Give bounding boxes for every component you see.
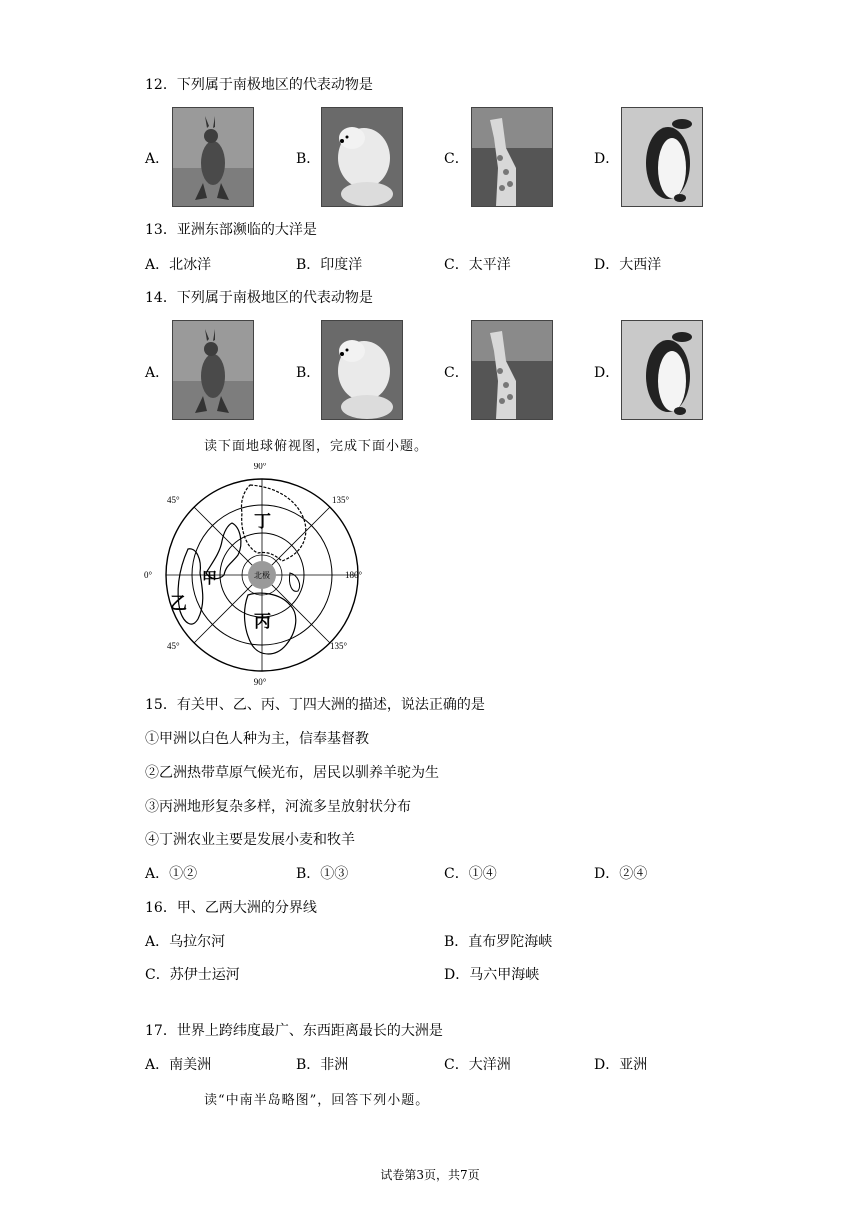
- penguin-image: [621, 320, 703, 420]
- q14-option-a-label: A．: [145, 365, 170, 381]
- q16-option-b[interactable]: B．直布罗陀海峡: [444, 934, 553, 950]
- q14-stem: 14．下列属于南极地区的代表动物是: [145, 290, 373, 306]
- q15-statement-3: ③丙洲地形复杂多样，河流多呈放射状分布: [145, 799, 411, 815]
- map-label-90-top: 90°: [253, 463, 267, 471]
- map-label-ding: 丁: [254, 512, 271, 531]
- polar-bear-image: [321, 107, 403, 207]
- polar-globe-map: [140, 463, 380, 685]
- q12-option-b-label: B．: [296, 151, 321, 167]
- q13-option-d[interactable]: D．大西洋: [594, 257, 662, 273]
- q16-option-a[interactable]: A．乌拉尔河: [145, 934, 226, 950]
- map-label-90-bottom: 90°: [253, 677, 267, 685]
- q15-statement-4: ④丁洲农业主要是发展小麦和牧羊: [145, 832, 355, 848]
- q13-option-b[interactable]: B．印度洋: [296, 257, 363, 273]
- q12-option-c-label: C．: [444, 151, 469, 167]
- q15-stem: 15．有关甲、乙、丙、丁四大洲的描述，说法正确的是: [145, 697, 485, 713]
- q14-option-b-label: B．: [296, 365, 321, 381]
- map-label-0: 0°: [144, 570, 153, 580]
- penguin-image: [621, 107, 703, 207]
- q15-option-b[interactable]: B．①③: [296, 866, 349, 882]
- reading-intro-globe: 读下面地球俯视图，完成下面小题。: [204, 439, 429, 454]
- map-label-north-pole: 北极: [254, 571, 270, 580]
- q12-stem: 12．下列属于南极地区的代表动物是: [145, 77, 373, 93]
- giraffe-image: [471, 320, 553, 420]
- q17-option-b[interactable]: B．非洲: [296, 1057, 349, 1073]
- reading-intro-indochina: 读“中南半岛略图”，回答下列小题。: [204, 1093, 430, 1108]
- q16-option-d[interactable]: D．马六甲海峡: [444, 967, 540, 983]
- q17-option-c[interactable]: C．大洋洲: [444, 1057, 511, 1073]
- map-label-135-top: 135°: [332, 495, 350, 505]
- page-footer: 试卷第3页，共7页: [380, 1168, 480, 1182]
- map-label-45-top: 45°: [167, 495, 180, 505]
- q17-stem: 17．世界上跨纬度最广、东西距离最长的大洲是: [145, 1023, 443, 1039]
- q15-statement-1: ①甲洲以白色人种为主，信奉基督教: [145, 731, 369, 747]
- q14-option-d-label: D．: [594, 365, 620, 381]
- q15-option-d[interactable]: D．②④: [594, 866, 648, 882]
- q15-statement-2: ②乙洲热带草原气候光布，居民以驯养羊驼为生: [145, 765, 439, 781]
- q16-stem: 16．甲、乙两大洲的分界线: [145, 900, 317, 916]
- map-label-135-bottom: 135°: [330, 641, 348, 651]
- map-label-bing: 丙: [254, 612, 271, 631]
- q12-option-d-label: D．: [594, 151, 620, 167]
- map-label-180: 180°: [345, 570, 363, 580]
- map-label-jia: 甲: [202, 571, 218, 587]
- kangaroo-image: [172, 107, 254, 207]
- q13-option-c[interactable]: C．太平洋: [444, 257, 511, 273]
- q17-option-a[interactable]: A．南美洲: [145, 1057, 212, 1073]
- q13-stem: 13．亚洲东部濒临的大洋是: [145, 222, 317, 238]
- map-label-yi: 乙: [170, 594, 187, 613]
- polar-bear-image: [321, 320, 403, 420]
- q12-option-a-label: A．: [145, 151, 170, 167]
- q15-option-c[interactable]: C．①④: [444, 866, 497, 882]
- giraffe-image: [471, 107, 553, 207]
- q15-option-a[interactable]: A．①②: [145, 866, 198, 882]
- q14-option-c-label: C．: [444, 365, 469, 381]
- q13-option-a[interactable]: A．北冰洋: [145, 257, 212, 273]
- q16-option-c[interactable]: C．苏伊士运河: [145, 967, 240, 983]
- kangaroo-image: [172, 320, 254, 420]
- map-label-45-bottom: 45°: [167, 641, 180, 651]
- q17-option-d[interactable]: D．亚洲: [594, 1057, 648, 1073]
